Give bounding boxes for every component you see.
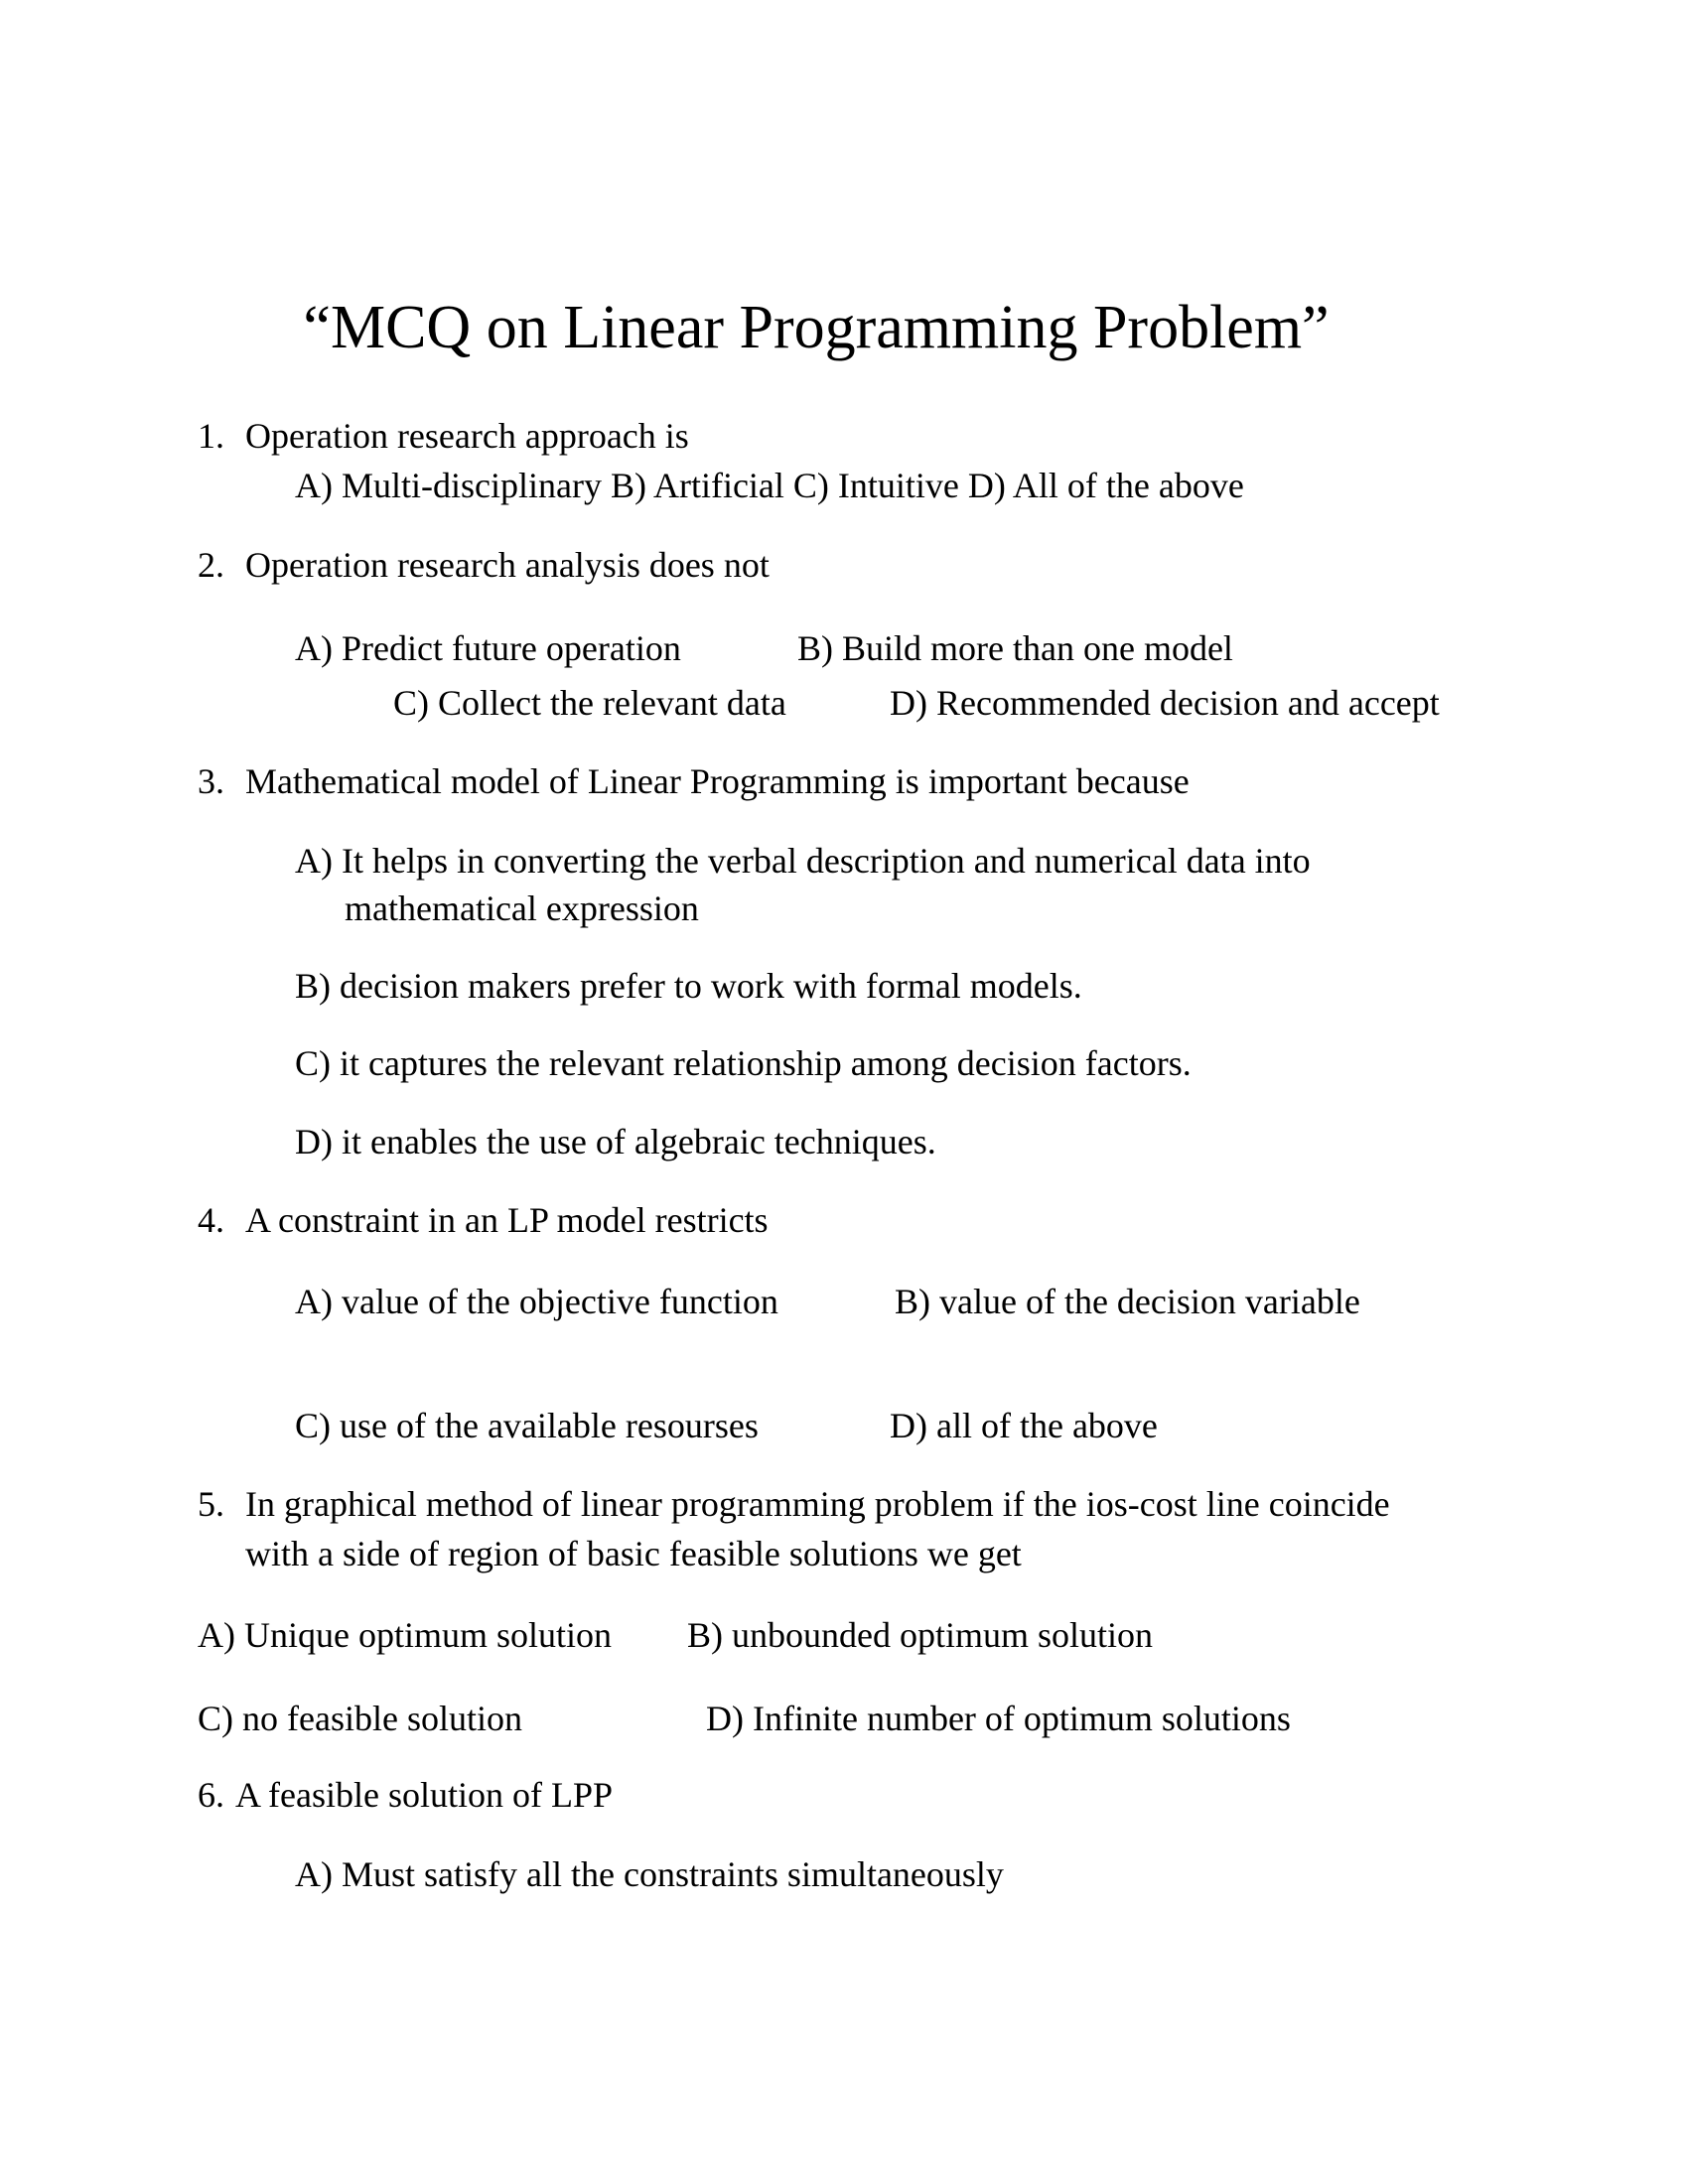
page-title — [0, 290, 1688, 365]
question-2-text: Operation research analysis does not — [245, 545, 770, 585]
question-5-option-a: A) Unique optimum solution — [198, 1615, 612, 1655]
question-2-option-c: C) Collect the relevant data — [393, 683, 786, 723]
question-4-option-b: B) value of the decision variable — [895, 1282, 1360, 1321]
question-6-number: 6. — [198, 1775, 224, 1815]
question-5-option-d: D) Infinite number of optimum solutions — [706, 1699, 1291, 1738]
question-5-number: 5. — [198, 1484, 224, 1524]
page-title-text: “MCQ on Linear Programming Problem” — [303, 294, 1330, 361]
question-1-text: Operation research approach is — [245, 416, 689, 456]
question-4-text: A constraint in an LP model restricts — [245, 1200, 769, 1240]
question-3-option-a-continuation: mathematical expression — [345, 888, 699, 928]
question-2-option-b: B) Build more than one model — [797, 628, 1233, 668]
question-3-option-a: A) It helps in converting the verbal description and numerical data into — [295, 841, 1311, 881]
question-5-text: In graphical method of linear programming problem if the ios-cost line coincide — [245, 1484, 1390, 1524]
question-6-text: A feasible solution of LPP — [235, 1775, 613, 1815]
question-3-option-c: C) it captures the relevant relationship among decision factors. — [295, 1043, 1192, 1083]
question-6-option-a: A) Must satisfy all the constraints simultaneously — [295, 1854, 1004, 1894]
question-2-number: 2. — [198, 545, 224, 585]
question-4-number: 4. — [198, 1200, 224, 1240]
question-4-option-d: D) all of the above — [890, 1406, 1158, 1445]
question-5-option-c: C) no feasible solution — [198, 1699, 522, 1738]
question-2-option-d: D) Recommended decision and accept — [890, 683, 1440, 723]
question-5-text-continuation: with a side of region of basic feasible solutions we get — [245, 1534, 1022, 1573]
question-3-option-d: D) it enables the use of algebraic techniques. — [295, 1122, 936, 1161]
question-5-option-b: B) unbounded optimum solution — [687, 1615, 1154, 1655]
question-3-option-b: B) decision makers prefer to work with formal models. — [295, 966, 1082, 1006]
question-1-options: A) Multi-disciplinary B) Artificial C) Intuitive D) All of the above — [295, 466, 1244, 505]
question-2-option-a: A) Predict future operation — [295, 628, 681, 668]
question-4-option-a: A) value of the objective function — [295, 1282, 778, 1321]
question-3-number: 3. — [198, 761, 224, 801]
question-1-number: 1. — [198, 416, 224, 456]
question-3-text: Mathematical model of Linear Programming is important because — [245, 761, 1190, 801]
question-4-option-c: C) use of the available resourses — [295, 1406, 759, 1445]
